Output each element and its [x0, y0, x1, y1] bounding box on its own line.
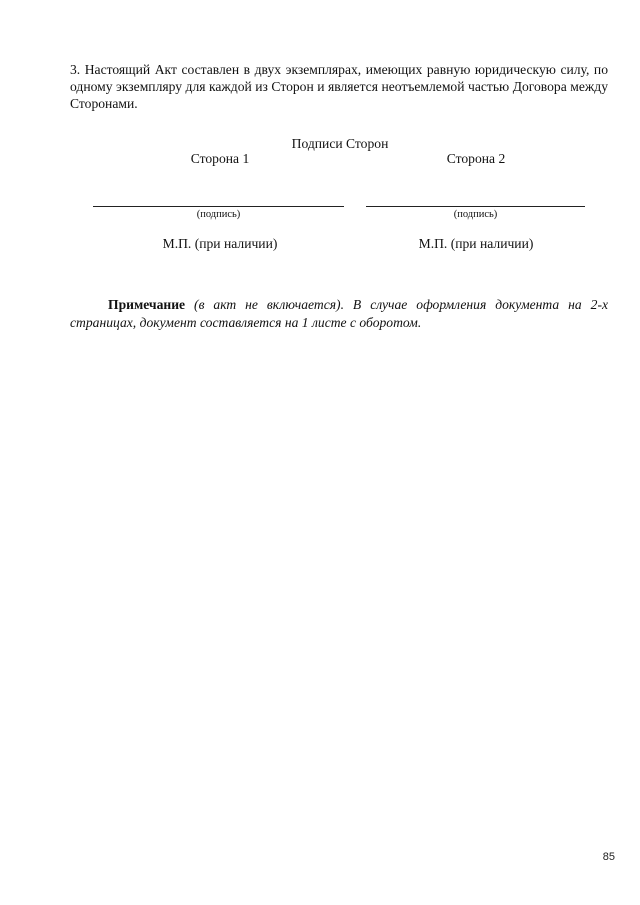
signatures-title: Подписи Сторон: [291, 136, 389, 151]
party-1-signature-line: [93, 206, 344, 207]
party-2-label: Сторона 2: [446, 151, 506, 166]
party-2-stamp-label: М.П. (при наличии): [418, 236, 534, 251]
page-number: 85: [602, 851, 615, 863]
party-1-label: Сторона 1: [190, 151, 250, 166]
note-paragraph: [70, 296, 608, 332]
note-text: (в акт не включается). В случае оформления документа на 2-х страницах, документ составляется на 1 листе с оборотом.: [70, 297, 608, 330]
party-2-signature-caption: (подпись): [453, 209, 498, 220]
clause-3-paragraph: 3. Настоящий Акт составлен в двух экземплярах, имеющих равную юридическую силу, по одному экземпляру для каждой из Сторон и является неотъемлемой частью Договора между Сторонами.: [70, 62, 608, 111]
note-label: Примечание: [108, 297, 186, 312]
party-1-signature-caption: (подпись): [196, 209, 241, 220]
party-1-stamp-label: М.П. (при наличии): [162, 236, 278, 251]
party-2-signature-line: [366, 206, 585, 207]
